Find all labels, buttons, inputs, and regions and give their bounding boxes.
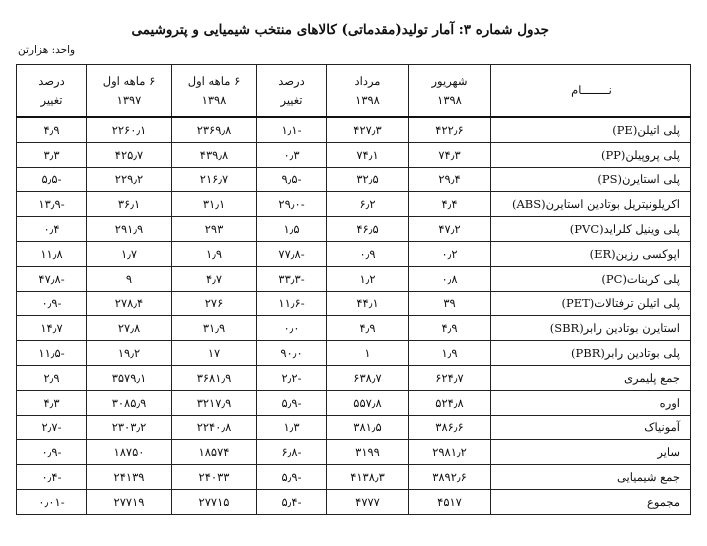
cell-name: پلی کربنات(PC) (491, 266, 691, 291)
header-pct-month: درصد تغییر (257, 65, 327, 118)
cell-mordad: ۴۶٫۵ (327, 217, 409, 242)
cell-pct2: ۴٫۹ (17, 117, 87, 142)
cell-m6-97: ۳۵۷۹٫۱ (87, 365, 172, 390)
cell-m6-97: ۲۷۸٫۴ (87, 291, 172, 316)
cell-m6-98: ۴٫۷ (172, 266, 257, 291)
cell-pct1: -۳۳٫۳ (257, 266, 327, 291)
cell-pct1: -۶٫۸ (257, 440, 327, 465)
cell-m6-97: ۲۷۷۱۹ (87, 489, 172, 514)
header-row (17, 65, 691, 118)
cell-mordad: ۷۴٫۱ (327, 142, 409, 167)
cell-pct1: -۵٫۹ (257, 390, 327, 415)
cell-mordad: ۴٫۹ (327, 316, 409, 341)
cell-pct1: -۱۱٫۶ (257, 291, 327, 316)
header-pct-6m: درصد تغییر (17, 65, 87, 118)
cell-pct2: ۰٫۴ (17, 217, 87, 242)
cell-m6-98: ۲۹۳ (172, 217, 257, 242)
cell-m6-98: ۱۷ (172, 341, 257, 366)
cell-pct2: ۳٫۳ (17, 142, 87, 167)
cell-pct2: ۴٫۳ (17, 390, 87, 415)
cell-m6-97: ۲۹۱٫۹ (87, 217, 172, 242)
cell-pct2: ۱۴٫۷ (17, 316, 87, 341)
cell-m6-98: ۳۱٫۱ (172, 192, 257, 217)
cell-m6-98: ۳۱٫۹ (172, 316, 257, 341)
header-name: نــــــــام (491, 65, 691, 118)
table-row (17, 217, 691, 242)
cell-m6-98: ۲۲۴۰٫۸ (172, 415, 257, 440)
cell-pct1: ۱٫۵ (257, 217, 327, 242)
cell-pct1: ۹۰٫۰ (257, 341, 327, 366)
table-row (17, 142, 691, 167)
cell-m6-98: ۲۱۶٫۷ (172, 167, 257, 192)
cell-shahrivar: ۱٫۹ (409, 341, 491, 366)
cell-m6-98: ۲۷۷۱۵ (172, 489, 257, 514)
table-row (17, 465, 691, 490)
table-row (17, 415, 691, 440)
cell-name: پلی اتیلن ترفتالات(PET) (491, 291, 691, 316)
cell-m6-97: ۴۲۵٫۷ (87, 142, 172, 167)
cell-mordad: ۶٫۲ (327, 192, 409, 217)
table-row (17, 440, 691, 465)
cell-name: پلی وینیل کلراید(PVC) (491, 217, 691, 242)
cell-pct1: -۵٫۹ (257, 465, 327, 490)
cell-mordad: ۳۲٫۵ (327, 167, 409, 192)
cell-m6-98: ۴۳۹٫۸ (172, 142, 257, 167)
cell-name: آمونیاک (491, 415, 691, 440)
cell-m6-97: ۲۲۶۰٫۱ (87, 117, 172, 142)
cell-shahrivar: ۴۵۱۷ (409, 489, 491, 514)
cell-shahrivar: ۰٫۲ (409, 241, 491, 266)
cell-shahrivar: ۴٫۹ (409, 316, 491, 341)
cell-mordad: ۵۵۷٫۸ (327, 390, 409, 415)
cell-pct2: -۰٫۹ (17, 440, 87, 465)
cell-pct1: -۱٫۱ (257, 117, 327, 142)
cell-shahrivar: ۰٫۸ (409, 266, 491, 291)
table-row (17, 489, 691, 514)
cell-pct1: -۲٫۲ (257, 365, 327, 390)
cell-pct2: -۲٫۷ (17, 415, 87, 440)
cell-pct2: -۱۳٫۹ (17, 192, 87, 217)
cell-mordad: ۴۱۳۸٫۳ (327, 465, 409, 490)
cell-m6-97: ۱٫۷ (87, 241, 172, 266)
cell-pct2: ۲٫۹ (17, 365, 87, 390)
production-table (16, 64, 691, 515)
cell-m6-97: ۳۰۸۵٫۹ (87, 390, 172, 415)
cell-pct1: -۹٫۵ (257, 167, 327, 192)
cell-m6-97: ۹ (87, 266, 172, 291)
cell-mordad: ۴۴٫۱ (327, 291, 409, 316)
cell-m6-97: ۲۲۹٫۲ (87, 167, 172, 192)
cell-name: جمع شیمیایی (491, 465, 691, 490)
cell-pct1: ۰٫۰ (257, 316, 327, 341)
cell-pct1: ۱٫۳ (257, 415, 327, 440)
cell-mordad: ۴۷۷۷ (327, 489, 409, 514)
cell-name: اوره (491, 390, 691, 415)
cell-mordad: ۶۳۸٫۷ (327, 365, 409, 390)
cell-mordad: ۴۲۷٫۳ (327, 117, 409, 142)
cell-pct1: -۵٫۴ (257, 489, 327, 514)
cell-name: پلی اتیلن(PE) (491, 117, 691, 142)
cell-name: سایر (491, 440, 691, 465)
cell-shahrivar: ۳۸۶٫۶ (409, 415, 491, 440)
table-row (17, 266, 691, 291)
cell-m6-98: ۲۷۶ (172, 291, 257, 316)
table-title: جدول شماره ۳: آمار تولید(مقدماتی) کالاهای منتخب شیمیایی و پتروشیمی (131, 22, 549, 38)
table-row (17, 390, 691, 415)
cell-m6-98: ۳۶۸۱٫۹ (172, 365, 257, 390)
cell-shahrivar: ۵۲۴٫۸ (409, 390, 491, 415)
cell-name: استایرن بوتادین رابر(SBR) (491, 316, 691, 341)
cell-m6-97: ۱۸۷۵۰ (87, 440, 172, 465)
cell-shahrivar: ۷۴٫۳ (409, 142, 491, 167)
cell-m6-98: ۱۸۵۷۴ (172, 440, 257, 465)
cell-m6-98: ۱٫۹ (172, 241, 257, 266)
header-shahrivar: شهریور ۱۳۹۸ (409, 65, 491, 118)
cell-mordad: ۰٫۹ (327, 241, 409, 266)
cell-mordad: ۳۱۹۹ (327, 440, 409, 465)
cell-shahrivar: ۴۲۲٫۶ (409, 117, 491, 142)
cell-m6-98: ۲۳۶۹٫۸ (172, 117, 257, 142)
cell-pct1: -۲۹٫۰ (257, 192, 327, 217)
table-row (17, 365, 691, 390)
cell-name: پلی استایرن(PS) (491, 167, 691, 192)
cell-mordad: ۱٫۲ (327, 266, 409, 291)
cell-m6-97: ۲۳۰۳٫۲ (87, 415, 172, 440)
cell-pct1: ۰٫۳ (257, 142, 327, 167)
table-row (17, 192, 691, 217)
cell-shahrivar: ۲۹۸۱٫۲ (409, 440, 491, 465)
table-row (17, 291, 691, 316)
cell-shahrivar: ۴٫۴ (409, 192, 491, 217)
table-row (17, 167, 691, 192)
cell-pct2: ۱۱٫۸ (17, 241, 87, 266)
cell-shahrivar: ۴۷٫۲ (409, 217, 491, 242)
cell-shahrivar: ۲۹٫۴ (409, 167, 491, 192)
cell-name: مجموع (491, 489, 691, 514)
header-6m-1398: ۶ ماهه اول ۱۳۹۸ (172, 65, 257, 118)
cell-m6-97: ۱۹٫۲ (87, 341, 172, 366)
cell-pct2: -۱۱٫۵ (17, 341, 87, 366)
cell-name: اپوکسی رزین(ER) (491, 241, 691, 266)
cell-pct1: -۷۷٫۸ (257, 241, 327, 266)
cell-name: اکریلونیتریل بوتادین استایرن(ABS) (491, 192, 691, 217)
cell-m6-98: ۲۴۰۳۳ (172, 465, 257, 490)
cell-pct2: -۴۷٫۸ (17, 266, 87, 291)
header-mordad: مرداد ۱۳۹۸ (327, 65, 409, 118)
cell-shahrivar: ۶۲۴٫۷ (409, 365, 491, 390)
table-row (17, 117, 691, 142)
cell-m6-97: ۳۶٫۱ (87, 192, 172, 217)
unit-label: واحد: هزارتن (18, 44, 76, 56)
cell-m6-98: ۳۲۱۷٫۹ (172, 390, 257, 415)
cell-name: پلی بوتادین رابر(PBR) (491, 341, 691, 366)
cell-mordad: ۳۸۱٫۵ (327, 415, 409, 440)
table-row (17, 316, 691, 341)
cell-shahrivar: ۳۸۹۲٫۶ (409, 465, 491, 490)
cell-pct2: -۰٫۹ (17, 291, 87, 316)
table-row (17, 241, 691, 266)
cell-name: جمع پلیمری (491, 365, 691, 390)
cell-m6-97: ۲۷٫۸ (87, 316, 172, 341)
cell-shahrivar: ۳۹ (409, 291, 491, 316)
cell-mordad: ۱ (327, 341, 409, 366)
cell-pct2: -۰٫۰۱ (17, 489, 87, 514)
table-row (17, 341, 691, 366)
cell-m6-97: ۲۴۱۳۹ (87, 465, 172, 490)
cell-name: پلی پروپیلن(PP) (491, 142, 691, 167)
cell-pct2: -۰٫۴ (17, 465, 87, 490)
table-body (17, 117, 691, 514)
cell-pct2: -۵٫۵ (17, 167, 87, 192)
header-6m-1397: ۶ ماهه اول ۱۳۹۷ (87, 65, 172, 118)
